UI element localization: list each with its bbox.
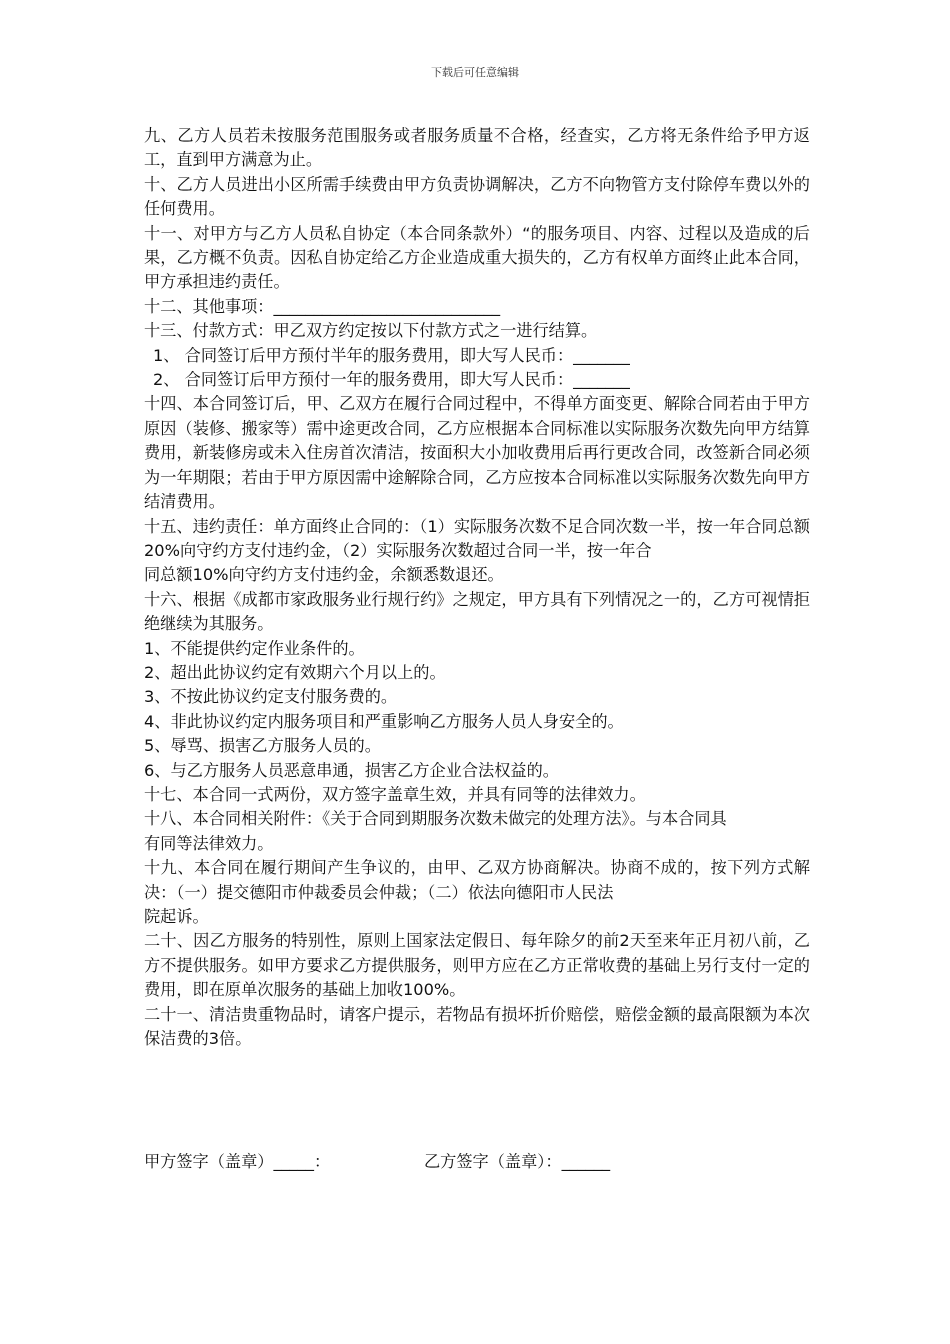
clause-20: 二十、因乙方服务的特别性，原则上国家法定假日、每年除夕的前2天至来年正月初八前，乙方不提供服务。如甲方要求乙方提供服务，则甲方应在乙方正常收费的基础上另行支付一定的费用，即在原单次服务的基础上加收100%。 [144,931,810,1000]
clause-11: 十一、对甲方与乙方人员私自协定（本合同条款外）“的服务项目、内容、过程以及造成的后果，乙方概不负责。因私自协定给乙方企业造成重大损失的，乙方有权单方面终止此本合同，甲方承担违约责任。 [144,223,810,292]
clause-16-item-6: 6、与乙方服务人员恶意串通，损害乙方企业合法权益的。 [144,760,559,780]
contract-body [144,124,810,1051]
clause-16-item-4: 4、非此协议约定内服务项目和严重影响乙方服务人员人身安全的。 [144,711,624,731]
clause-14: 十四、本合同签订后，甲、乙双方在履行合同过程中，不得单方面变更、解除合同若由于甲方原因（装修、搬家等）需中途更改合同，乙方应根据本合同标准以实际服务次数先向甲方结算费用，新装修房或未入住房首次清洁，按面积大小加收费用后再行更改合同，改签新合同必须为一年期限；若由于甲方原因需中途解除合同，乙方应按本合同标准以实际服务次数先向甲方结清费用。 [144,394,810,512]
clause-16-item-2: 2、超出此协议约定有效期六个月以上的。 [144,662,446,682]
clause-12: 十二、其他事项：____________________________ [144,296,501,316]
clause-21: 二十一、清洁贵重物品时，请客户提示，若物品有损坏折价赔偿，赔偿金额的最高限额为本次保洁费的3倍。 [144,1004,810,1049]
clause-18: 十八、本合同相关附件：《关于合同到期服务次数未做完的处理方法》。与本合同具 [144,809,727,829]
clause-13: 十三、付款方式：甲乙双方约定按以下付款方式之一进行结算。 [144,321,598,341]
clause-19-continued: 院起诉。 [144,907,209,926]
clause-19: 十九、本合同在履行期间产生争议的，由甲、乙双方协商解决。协商不成的，按下列方式解决：（一）提交德阳市仲裁委员会仲裁；（二）依法向德阳市人民法 [144,858,810,902]
clause-18-continued: 有同等法律效力。 [144,833,274,853]
clause-15: 十五、违约责任：单方面终止合同的：（1）实际服务次数不足合同次数一半，按一年合同总额20%向守约方支付违约金，（2）实际服务次数超过合同一半，按一年合 [144,516,810,560]
clause-16-item-5: 5、辱骂、损害乙方服务人员的。 [144,736,381,756]
party-a-signature: 甲方签字（盖章）_____： [144,1152,331,1171]
clause-16: 十六、根据《成都市家政服务业行规行约》之规定，甲方具有下列情况之一的，乙方可视情拒绝继续为其服务。 [144,589,810,634]
clause-10: 十、乙方人员进出小区所需手续费由甲方负责协调解决，乙方不向物管方支付除停车费以外的任何费用。 [144,174,810,219]
clause-16-item-1: 1、不能提供约定作业条件的。 [144,638,365,658]
page-header: 下载后可任意编辑 [431,66,519,79]
payment-option-2: 2、 合同签订后甲方预付一年的服务费用，即大写人民币：_______ [153,370,630,390]
clause-16-item-3: 3、不按此协议约定支付服务费的。 [144,687,398,707]
clause-17: 十七、本合同一式两份，双方签字盖章生效，并具有同等的法律效力。 [144,784,646,804]
clause-9: 九、乙方人员若未按服务范围服务或者服务质量不合格，经查实，乙方将无条件给予甲方返工，直到甲方满意为止。 [144,126,810,170]
party-b-signature: 乙方签字（盖章）：______ [424,1152,611,1171]
payment-option-1: 1、 合同签订后甲方预付半年的服务费用，即大写人民币：_______ [153,345,630,365]
clause-15-continued: 同总额10%向守约方支付违约金，余额悉数退还。 [144,565,504,585]
